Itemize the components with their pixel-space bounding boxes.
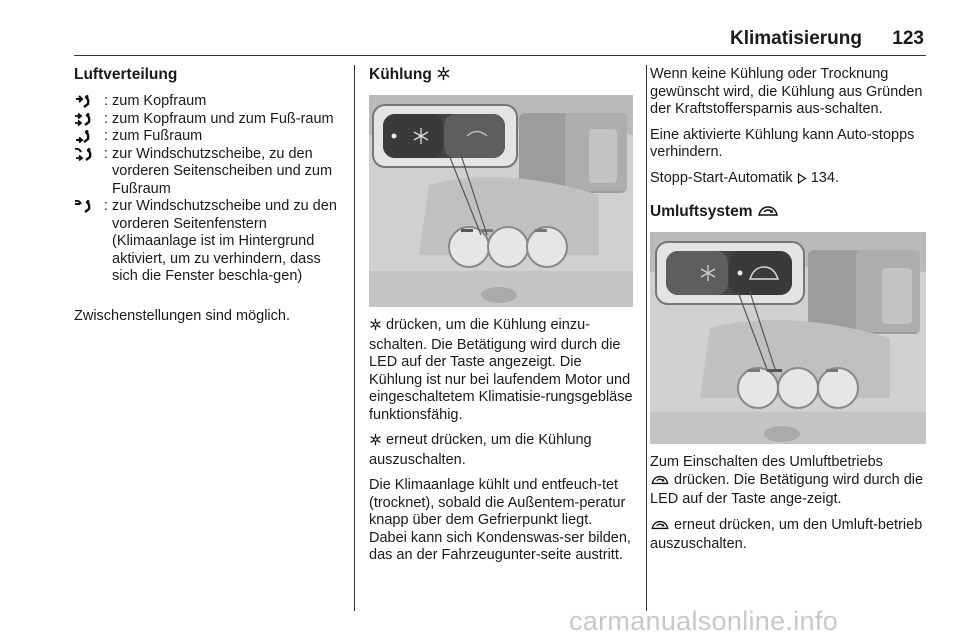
air-feet-icon: [74, 128, 104, 146]
list-item-text: zum Kopfraum und zum Fuß-raum: [112, 110, 334, 127]
cross-reference: [650, 170, 926, 190]
cooling-button-photo: [369, 95, 633, 307]
list-item: [74, 198, 346, 286]
snowflake-icon: [369, 433, 382, 452]
list-separator: :: [104, 110, 109, 127]
snowflake-icon: [369, 318, 382, 337]
page-number: 123: [892, 28, 924, 49]
page-title: Klimatisierung: [730, 28, 862, 49]
cooling-paragraph-5: Eine aktivierte Kühlung kann Auto-stopps verhindern.: [650, 126, 915, 160]
cooling-paragraph-3: Die Klimaanlage kühlt und entfeuch-tet (trocknet), sobald die Außentem-peratur knapp über dem Gefrierpunkt liegt. Dabei kann sich Kondenswas-ser bilden, das an der Fahrzeugunter-seite austritt.: [369, 477, 631, 563]
list-item-text: zur Windschutzscheibe, zu den vorderen Seitenscheiben und zum Fußraum: [112, 145, 333, 197]
paragraph-text: drücken, um die Kühlung einzu-schalten. Die Betätigung wird durch die LED auf der Taste angezeigt. Die Kühlung ist nur bei laufendem Motor und eingeschaltetem Klimatisie-rungsgebläse funktionsfähig.: [369, 317, 633, 423]
recirculation-button-photo: [650, 232, 926, 444]
list-separator: :: [104, 93, 109, 109]
header-rule: [74, 55, 926, 56]
column-divider: [354, 65, 355, 611]
cooling-paragraph-1: [369, 317, 633, 424]
climate-dials: [449, 227, 567, 267]
air-windscreen-icon: [74, 198, 104, 286]
paragraph-text: erneut drücken, um die Kühlung auszuschalten.: [369, 432, 592, 468]
section-heading-text: Kühlung: [369, 66, 432, 83]
climate-dials: [738, 368, 858, 408]
recirculation-icon: [650, 519, 670, 537]
column-cooling: [369, 66, 633, 573]
snowflake-icon: [436, 66, 451, 86]
list-item: [74, 93, 346, 111]
recirculation-paragraph-1: Zum Einschalten des Umluftbetriebs: [650, 454, 883, 470]
list-item: [74, 146, 346, 199]
recirculation-paragraph-1b: [650, 472, 926, 509]
section-heading-air-distribution: Luftverteilung: [74, 66, 178, 83]
list-item-text: zur Windschutzscheibe und zu den vorderen Seitenfenstern (Klimaanlage ist im Hintergrund aktiviert, um zu verhindern, dass sich die Fenster beschla-gen): [112, 198, 337, 284]
air-windscreen-feet-icon: [74, 146, 104, 199]
list-item-text: zum Fußraum: [112, 128, 203, 144]
paragraph-text: erneut drücken, um den Umluft-betrieb auszuschalten.: [650, 516, 923, 552]
column-air-distribution: [74, 66, 346, 333]
note-text: Zwischenstellungen sind möglich.: [74, 307, 290, 324]
recirculation-icon: [650, 474, 670, 492]
recirculation-paragraph-2: [650, 517, 926, 554]
list-item: [74, 111, 346, 129]
cross-reference-text: Stopp-Start-Automatik: [650, 169, 793, 186]
paragraph-text: drücken. Die Betätigung wird durch die LED auf der Taste ange-zeigt.: [650, 471, 924, 507]
section-heading-text: Umluftsystem: [650, 203, 753, 220]
list-item: [74, 128, 346, 146]
section-heading-cooling: [369, 66, 633, 86]
list-item-text: zum Kopfraum: [112, 93, 207, 109]
air-head-feet-icon: [74, 111, 104, 129]
list-separator: :: [104, 145, 109, 162]
cross-reference-page: 134.: [810, 169, 839, 186]
cooling-paragraph-4: Wenn keine Kühlung oder Trocknung gewünscht wird, die Kühlung aus Gründen der Kraftstoffersparnis aus-schalten.: [650, 66, 923, 117]
watermark: carmanualsonline.info: [569, 606, 838, 636]
air-head-icon: [74, 93, 104, 111]
section-heading-recirculation: [650, 203, 926, 223]
recirculation-icon: [757, 204, 779, 223]
list-separator: :: [104, 198, 109, 214]
list-separator: :: [104, 128, 109, 144]
cooling-paragraph-2: [369, 432, 633, 469]
column-recirculation: [650, 66, 926, 562]
column-divider: [646, 65, 647, 611]
page-ref-triangle-icon: [797, 172, 807, 190]
